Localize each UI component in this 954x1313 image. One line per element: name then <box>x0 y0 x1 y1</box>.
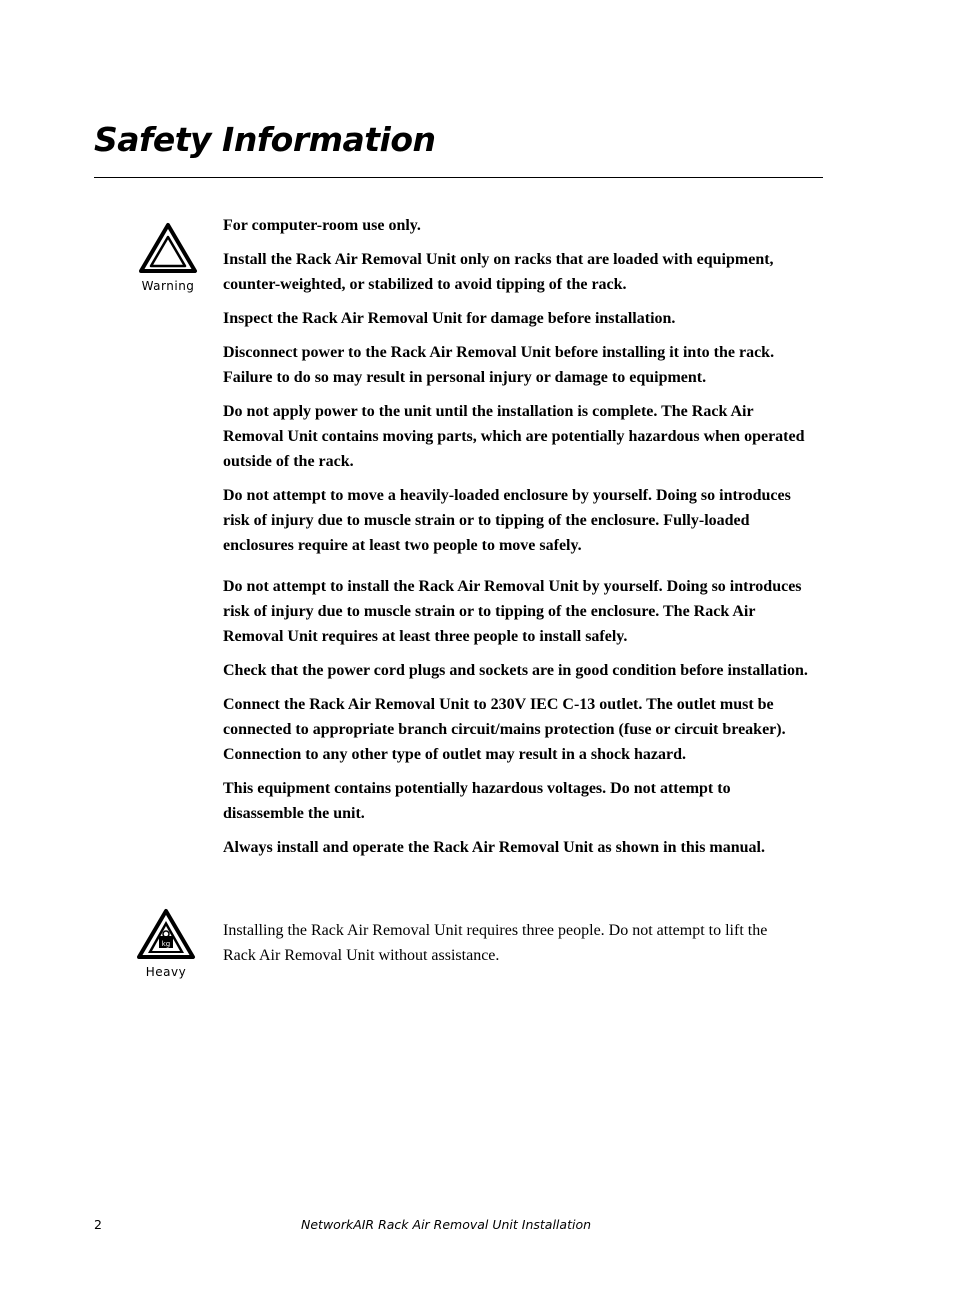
weight-mark: kg <box>161 940 171 948</box>
warning-label: Warning <box>141 279 195 293</box>
heavy-callout-icon <box>132 908 200 979</box>
page-title: Safety Information <box>94 120 436 159</box>
warning-item: Install the Rack Air Removal Unit only on racks that are loaded with equipment, counter-weighted, or stabilized to avoid tipping of the rack. <box>223 251 774 293</box>
warning-list <box>223 213 813 869</box>
warning-item: Inspect the Rack Air Removal Unit for damage before installation. <box>223 310 676 327</box>
heavy-weight-icon <box>136 908 196 960</box>
warning-item: This equipment contains potentially hazardous voltages. Do not attempt to disassemble the unit. <box>223 780 731 822</box>
warning-item: Check that the power cord plugs and sockets are in good condition before installation. <box>223 662 808 679</box>
footer-doc-title: NetworkAIR Rack Air Removal Unit Installation <box>301 1217 592 1232</box>
title-divider <box>94 177 823 178</box>
heavy-caution-text: Installing the Rack Air Removal Unit requires three people. Do not attempt to lift the Rack Air Removal Unit without assistance. <box>223 922 768 964</box>
warning-item: Disconnect power to the Rack Air Removal Unit before installing it into the rack. Failure to do so may result in personal injury or damage to equipment. <box>223 344 775 386</box>
warning-triangle-icon <box>138 222 198 274</box>
page-number: 2 <box>94 1217 102 1232</box>
warning-item: Do not attempt to install the Rack Air Removal Unit by yourself. Doing so introduces risk of injury due to muscle strain or to tipping of the enclosure. The Rack Air Removal Unit requires at least three people to install safely. <box>223 578 802 645</box>
warning-item: Connect the Rack Air Removal Unit to 230V IEC C-13 outlet. The outlet must be connected to appropriate branch circuit/mains protection (fuse or circuit breaker). Connection to any other type of outlet may result in a shock hazard. <box>223 696 786 763</box>
warning-item: Always install and operate the Rack Air Removal Unit as shown in this manual. <box>223 839 765 856</box>
warning-item: Do not attempt to move a heavily-loaded enclosure by yourself. Doing so introduces risk of injury due to muscle strain or to tipping of the enclosure. Fully-loaded enclosures require at least two people to move safely. <box>223 487 791 554</box>
warning-item: Do not apply power to the unit until the installation is complete. The Rack Air Removal Unit contains moving parts, which are potentially hazardous when operated outside of the rack. <box>223 403 805 470</box>
warning-callout-icon <box>134 222 202 293</box>
heavy-label: Heavy <box>145 965 187 979</box>
warning-item: For computer-room use only. <box>223 217 421 234</box>
